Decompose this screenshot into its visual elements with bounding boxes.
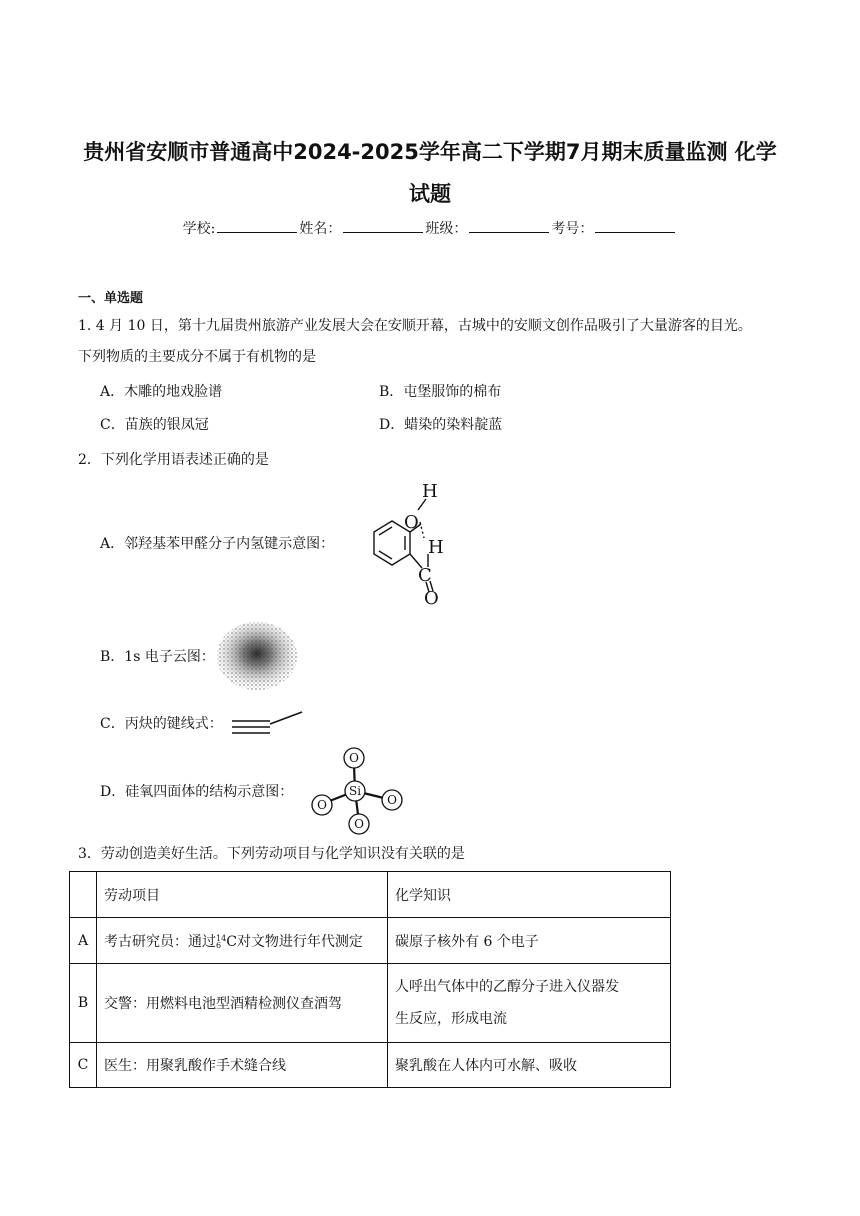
label-h-aldehyde: H [428,537,444,558]
row-c-project: 医生：用聚乳酸作手术缝合线 [97,1043,388,1088]
isotope-atomic-number: 6 [216,940,222,950]
q2-option-d: D．硅氧四面体的结构示意图： [100,784,294,800]
label-o-right: O [387,793,397,807]
row-b-knowledge-line1: 人呼出气体中的乙醇分子进入仪器发 [395,979,619,995]
label-o-top: O [349,751,359,765]
row-a-project-pre: 考古研究员：通过 [104,933,216,950]
row-a-project-post: 对文物进行年代测定 [236,933,363,950]
silicon-oxygen-tetrahedron [306,745,406,837]
q1-option-d: D．蜡染的染料靛蓝 [379,417,503,433]
table-header-label-cell [70,872,97,918]
label-o-left: O [317,798,327,812]
name-label: 姓名： [299,221,342,237]
page-title-line1: 贵州省安顺市普通高中2024-2025学年高二下学期7月期末质量监测 化学 [83,140,777,164]
row-b-knowledge [388,964,671,1043]
class-label: 班级： [425,221,468,237]
table-header-row [70,872,671,918]
q2-option-c: C．丙炔的键线式： [100,716,223,732]
q2-option-b: B．1s 电子云图： [100,649,215,665]
table-header-knowledge: 化学知识 [388,872,671,918]
row-c-knowledge: 聚乳酸在人体内可水解、吸收 [388,1043,671,1088]
electron-cloud-1s [215,620,299,692]
isotope-notation [216,935,226,949]
isotope-mass-number: 14 [216,933,227,943]
class-blank[interactable] [469,218,549,233]
table-header-project: 劳动项目 [97,872,388,918]
school-label: 学校: [182,221,216,237]
label-o-aldehyde: O [424,588,439,608]
name-blank[interactable] [343,218,423,233]
student-info-line [0,218,860,238]
propyne-skeletal-formula [230,709,304,739]
section-heading: 一、单选题 [78,291,144,306]
exam-no-label: 考号： [551,221,594,237]
q2-option-a: A．邻羟基苯甲醛分子内氢键示意图： [100,536,335,552]
page-title-line2: 试题 [409,182,451,206]
table-row [70,964,671,1043]
q1-option-a: A．木雕的地戏脸谱 [100,384,223,400]
q1-stem-line2: 下列物质的主要成分不属于有机物的是 [78,349,316,365]
label-o-bottom: O [354,817,364,831]
salicylaldehyde-hbond-diagram [352,478,452,608]
q3-stem: 3．劳动创造美好生活。下列劳动项目与化学知识没有关联的是 [78,846,465,862]
row-a-project [97,918,388,964]
q3-table [69,871,671,1088]
table-row [70,1043,671,1088]
q2-stem: 2．下列化学用语表述正确的是 [78,452,269,468]
label-si: Si [348,784,362,798]
row-label-a: A [70,918,97,964]
row-label-b: B [70,964,97,1043]
q1-option-c: C．苗族的银凤冠 [100,417,209,433]
exam-no-blank[interactable] [595,218,675,233]
row-b-knowledge-line2: 生反应，形成电流 [395,1011,507,1027]
q1-option-b: B．屯堡服饰的棉布 [379,384,502,400]
q1-stem-line1: 1. 4 月 10 日，第十九届贵州旅游产业发展大会在安顺开幕，古城中的安顺文创作品吸引了大量游客的目光。 [78,318,752,334]
label-h-top: H [422,481,438,502]
row-b-project: 交警：用燃料电池型酒精检测仪查酒驾 [97,964,388,1043]
row-label-c: C [70,1043,97,1088]
table-row [70,918,671,964]
label-c-aldehyde: C [418,565,432,586]
row-a-knowledge: 碳原子核外有 6 个电子 [388,918,671,964]
isotope-symbol: C [226,933,237,950]
label-o-hydroxyl: O [404,512,419,533]
school-blank[interactable] [217,218,297,233]
